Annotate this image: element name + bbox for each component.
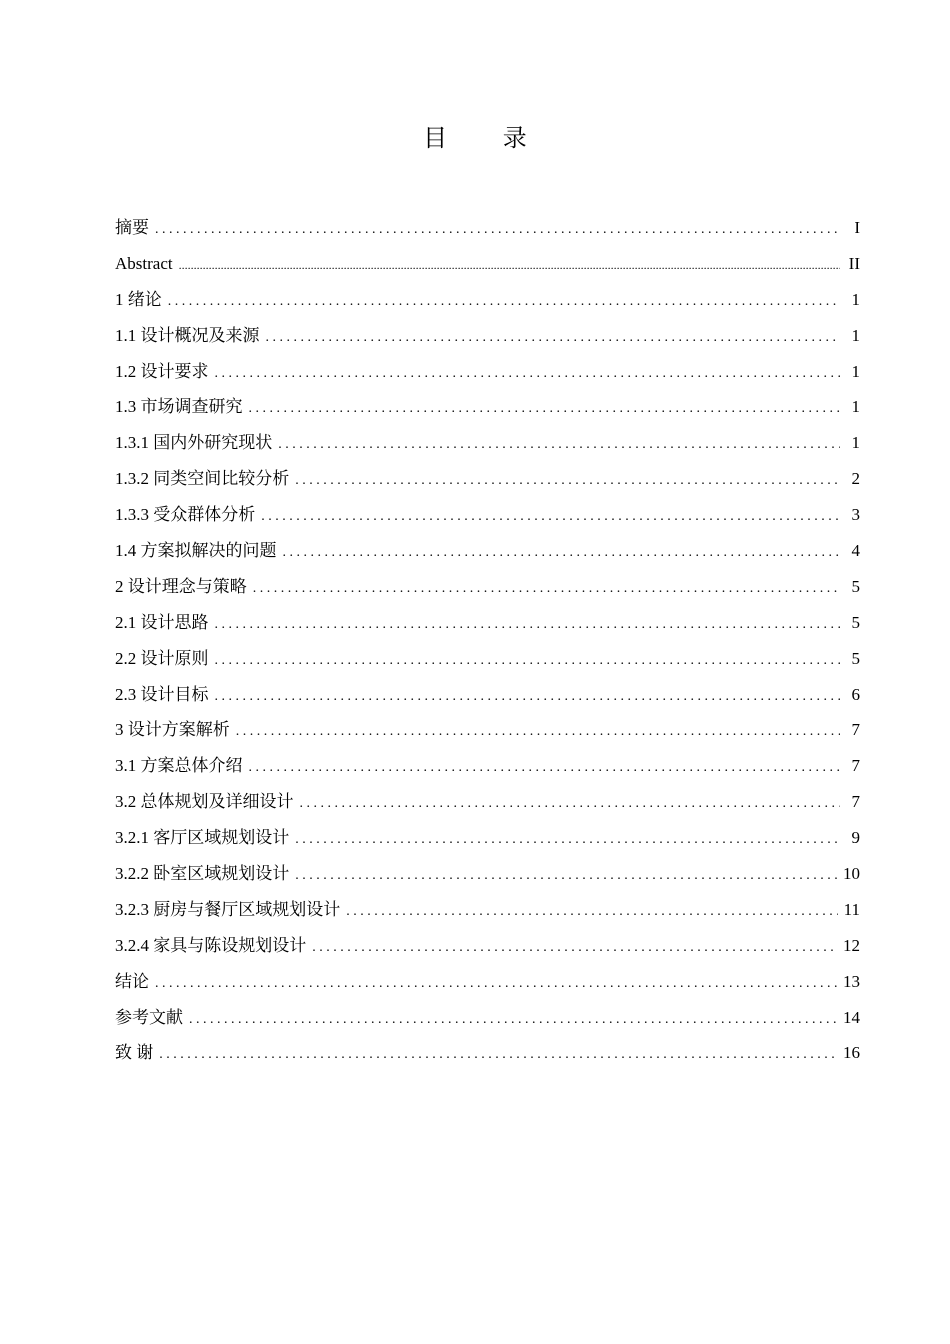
- toc-entry-page-number: 5: [851, 576, 860, 596]
- toc-dot-leader: [278, 427, 840, 463]
- toc-entry[interactable]: [115, 533, 860, 569]
- toc-entry-label: 2.3 设计目标: [115, 684, 209, 704]
- toc-entry-label: 1.3 市场调查研究: [115, 397, 243, 417]
- toc-entry-label: 致 谢: [115, 1043, 154, 1063]
- toc-entry-label: Abstract: [115, 253, 173, 273]
- toc-entry[interactable]: [115, 892, 860, 928]
- toc-dot-leader: [249, 750, 841, 786]
- page-title: 目 录: [423, 124, 551, 152]
- toc-entry[interactable]: [115, 677, 860, 713]
- toc-dot-leader: [346, 894, 837, 930]
- toc-entry-label: 3.2 总体规划及详细设计: [115, 792, 294, 812]
- toc-entry-label: 3 设计方案解析: [115, 720, 230, 740]
- toc-entry-page-number: 16: [843, 1043, 860, 1063]
- toc-entry[interactable]: [115, 461, 860, 497]
- toc-entry-page-number: 13: [843, 971, 860, 991]
- toc-entry-page-number: 1: [851, 289, 860, 309]
- toc-entry-page-number: 5: [851, 648, 860, 668]
- toc-entry[interactable]: [115, 569, 860, 605]
- toc-entry-page-number: 11: [843, 899, 860, 919]
- toc-entry[interactable]: [115, 964, 860, 1000]
- toc-entry-label: 1.3.3 受众群体分析: [115, 505, 256, 525]
- toc-dot-leader: [159, 1037, 837, 1073]
- toc-dot-leader: [312, 930, 837, 966]
- toc-dot-leader: [155, 212, 840, 248]
- toc-entry[interactable]: [115, 389, 860, 425]
- toc-dot-leader: [295, 858, 837, 894]
- toc-dot-leader: [236, 714, 840, 750]
- toc-entry-page-number: 9: [851, 828, 860, 848]
- toc-entry[interactable]: [115, 820, 860, 856]
- toc-entry-page-number: 1: [851, 433, 860, 453]
- toc-entry[interactable]: [115, 282, 860, 318]
- toc-entry-label: 摘要: [115, 218, 149, 237]
- toc-entry-label: 结论: [115, 971, 149, 991]
- toc-dot-leader: [300, 786, 841, 822]
- toc-entry[interactable]: [115, 1035, 860, 1071]
- toc-dot-leader: [168, 284, 840, 320]
- toc-entry[interactable]: [115, 784, 860, 820]
- toc-entry-label: 3.2.4 家具与陈设规划设计: [115, 935, 307, 955]
- toc-dot-leader: [215, 643, 841, 679]
- toc-entry-label: 3.1 方案总体介绍: [115, 756, 243, 776]
- toc-entry-label: 1 绪论: [115, 289, 162, 309]
- toc-entry-page-number: II: [848, 253, 860, 273]
- toc-dot-leader: [283, 535, 841, 571]
- toc-entry-page-number: 3: [851, 505, 860, 525]
- toc-entry[interactable]: [115, 641, 860, 677]
- toc-dot-leader: [266, 320, 841, 356]
- toc-entry-page-number: 1: [851, 325, 860, 345]
- toc-entry-label: 2 设计理念与策略: [115, 576, 247, 596]
- toc-entry-label: 参考文献: [115, 1007, 183, 1027]
- toc-dot-leader: [261, 499, 840, 535]
- toc-entry-page-number: 1: [851, 397, 860, 417]
- toc-entry-page-number: I: [854, 218, 860, 237]
- toc-entry[interactable]: [115, 318, 860, 354]
- toc-entry[interactable]: [115, 246, 860, 282]
- toc-entry-label: 1.3.2 同类空间比较分析: [115, 469, 290, 489]
- toc-dot-leader: [189, 1002, 837, 1038]
- table-of-contents: [115, 210, 860, 1071]
- toc-entry[interactable]: [115, 425, 860, 461]
- toc-entry[interactable]: [115, 497, 860, 533]
- toc-entry-page-number: 4: [851, 541, 860, 561]
- toc-entry-page-number: 2: [851, 469, 860, 489]
- toc-entry-page-number: 7: [851, 792, 860, 812]
- toc-dot-leader: [179, 248, 840, 284]
- toc-entry-label: 1.3.1 国内外研究现状: [115, 433, 273, 453]
- toc-entry-label: 3.2.3 厨房与餐厅区域规划设计: [115, 899, 341, 919]
- toc-entry-page-number: 14: [843, 1007, 860, 1027]
- toc-dot-leader: [295, 463, 840, 499]
- toc-entry-label: 1.2 设计要求: [115, 361, 209, 381]
- toc-entry-label: 3.2.2 卧室区域规划设计: [115, 864, 290, 884]
- toc-dot-leader: [215, 356, 841, 392]
- toc-entry[interactable]: [115, 928, 860, 964]
- toc-dot-leader: [215, 607, 841, 643]
- toc-entry-label: 2.2 设计原则: [115, 648, 209, 668]
- toc-dot-leader: [155, 966, 837, 1002]
- toc-entry-page-number: 5: [851, 612, 860, 632]
- toc-entry[interactable]: [115, 1000, 860, 1036]
- toc-entry-page-number: 10: [843, 864, 860, 884]
- toc-dot-leader: [215, 679, 841, 715]
- toc-dot-leader: [253, 571, 840, 607]
- toc-entry[interactable]: [115, 712, 860, 748]
- toc-entry-page-number: 7: [851, 720, 860, 740]
- toc-entry-page-number: 12: [843, 935, 860, 955]
- toc-entry-label: 2.1 设计思路: [115, 612, 209, 632]
- toc-entry-page-number: 6: [851, 684, 860, 704]
- toc-entry-label: 1.4 方案拟解决的问题: [115, 541, 277, 561]
- toc-entry-label: 3.2.1 客厅区域规划设计: [115, 828, 290, 848]
- toc-entry[interactable]: [115, 354, 860, 390]
- toc-entry[interactable]: [115, 748, 860, 784]
- toc-entry[interactable]: [115, 856, 860, 892]
- toc-entry[interactable]: [115, 605, 860, 641]
- toc-entry-page-number: 7: [851, 756, 860, 776]
- toc-dot-leader: [249, 391, 841, 427]
- toc-dot-leader: [295, 822, 840, 858]
- toc-entry-page-number: 1: [851, 361, 860, 381]
- toc-entry[interactable]: [115, 210, 860, 246]
- toc-entry-label: 1.1 设计概况及来源: [115, 325, 260, 345]
